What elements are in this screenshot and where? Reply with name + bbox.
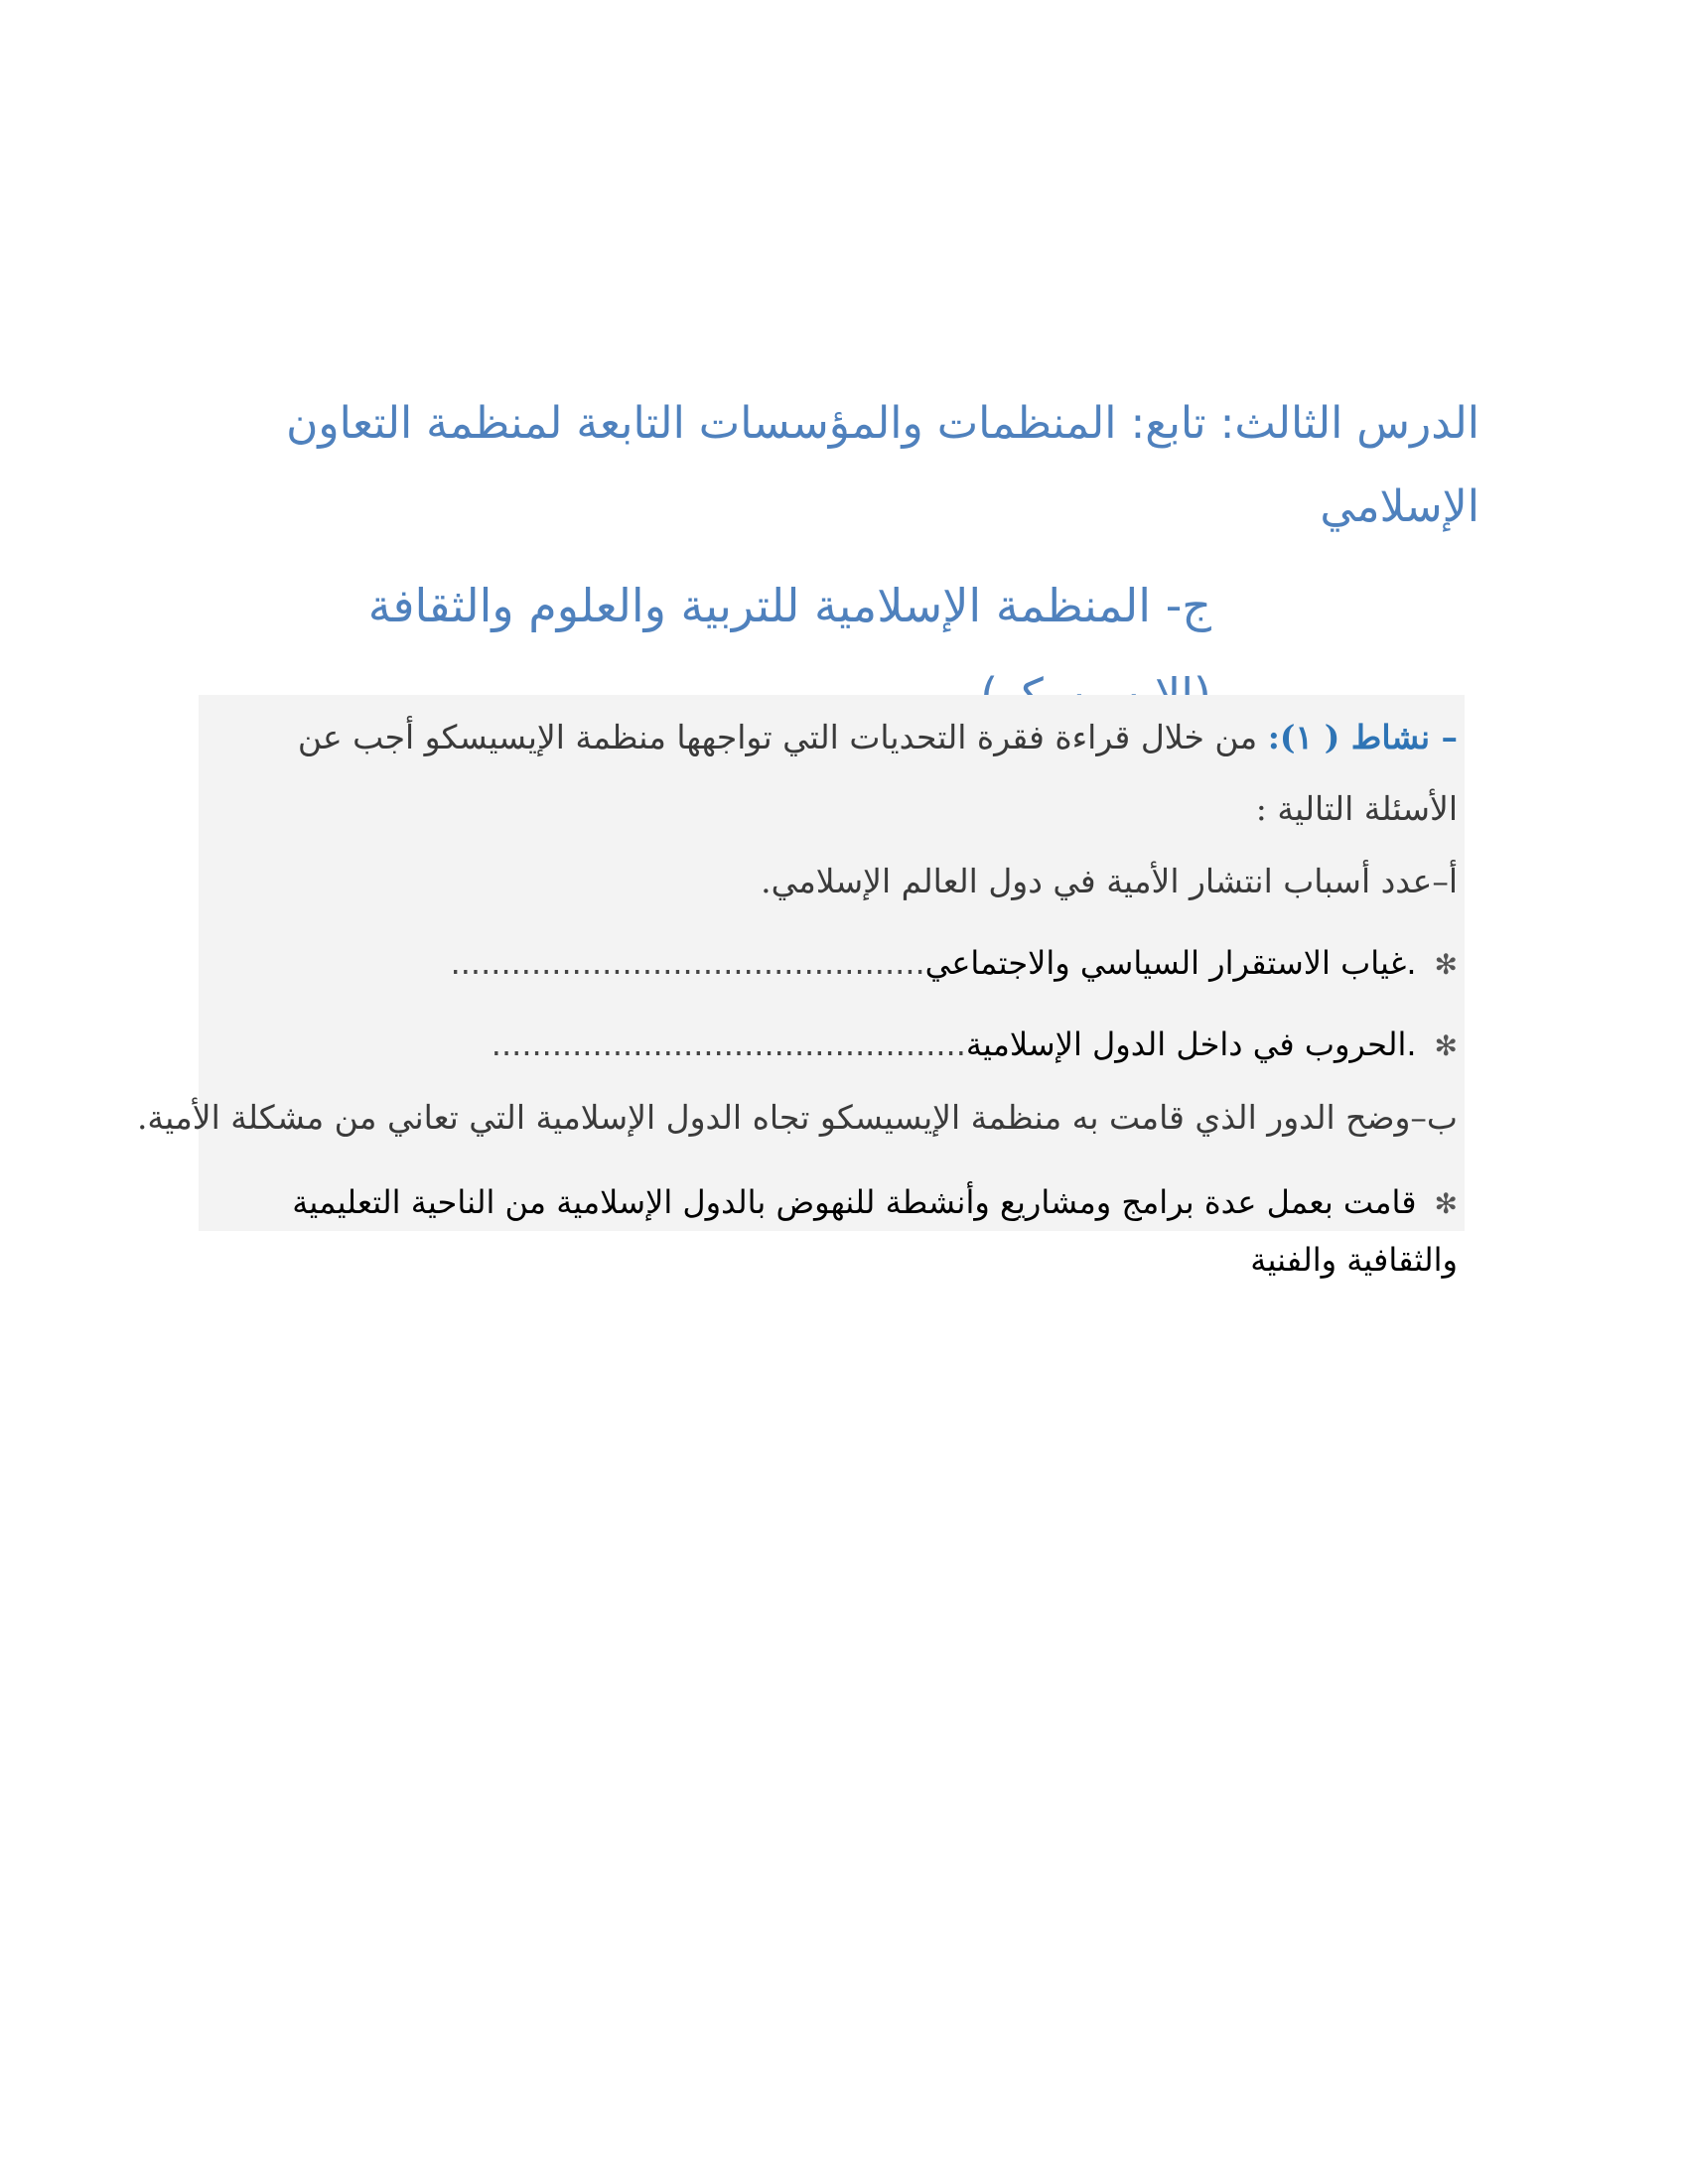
answer-a1	[199, 937, 1458, 991]
answer-a2	[199, 1019, 1458, 1072]
activity-label: – نشاط ( ١):	[1267, 718, 1458, 756]
star-bullet-icon: ✻	[1434, 948, 1458, 981]
answer-a2-text: .الحروب في داخل الدول الإسلامية	[965, 1025, 1417, 1063]
activity-intro-line2: الأسئلة التالية :	[1255, 789, 1458, 828]
answer-a2-dots: ...............................................	[491, 1025, 966, 1063]
lesson-title: الدرس الثالث: تابع: المنظمات والمؤسسات التابعة لمنظمة التعاون الإسلامي	[286, 398, 1479, 532]
activity-intro-line1	[199, 712, 1458, 763]
answer-a1-text: .غياب الاستقرار السياسي والاجتماعي	[924, 944, 1417, 982]
star-bullet-icon: ✻	[1434, 1029, 1458, 1062]
activity-intro-text: من خلال قراءة فقرة التحديات التي تواجهها منظمة الإيسيسكو أجب عن	[297, 718, 1258, 756]
answer-b-text: قامت بعمل عدة برامج ومشاريع وأنشطة للنهوض بالدول الإسلامية من الناحية التعليمية والثقافية والفنية	[292, 1183, 1458, 1279]
question-a: أ–عدد أسباب انتشار الأمية في دول العالم الإسلامي.	[761, 862, 1458, 900]
question-b: ب–وضح الدور الذي قامت به منظمة الإيسيسكو تجاه الدول الإسلامية التي تعاني من مشكلة الأمية.	[136, 1098, 1458, 1137]
answer-a1-dots: ...............................................	[450, 944, 925, 982]
lesson-subtitle: ج- المنظمة الإسلامية للتربية والعلوم والثقافة	[367, 579, 1211, 632]
answer-b	[234, 1174, 1458, 1288]
star-bullet-icon: ✻	[1434, 1187, 1458, 1220]
